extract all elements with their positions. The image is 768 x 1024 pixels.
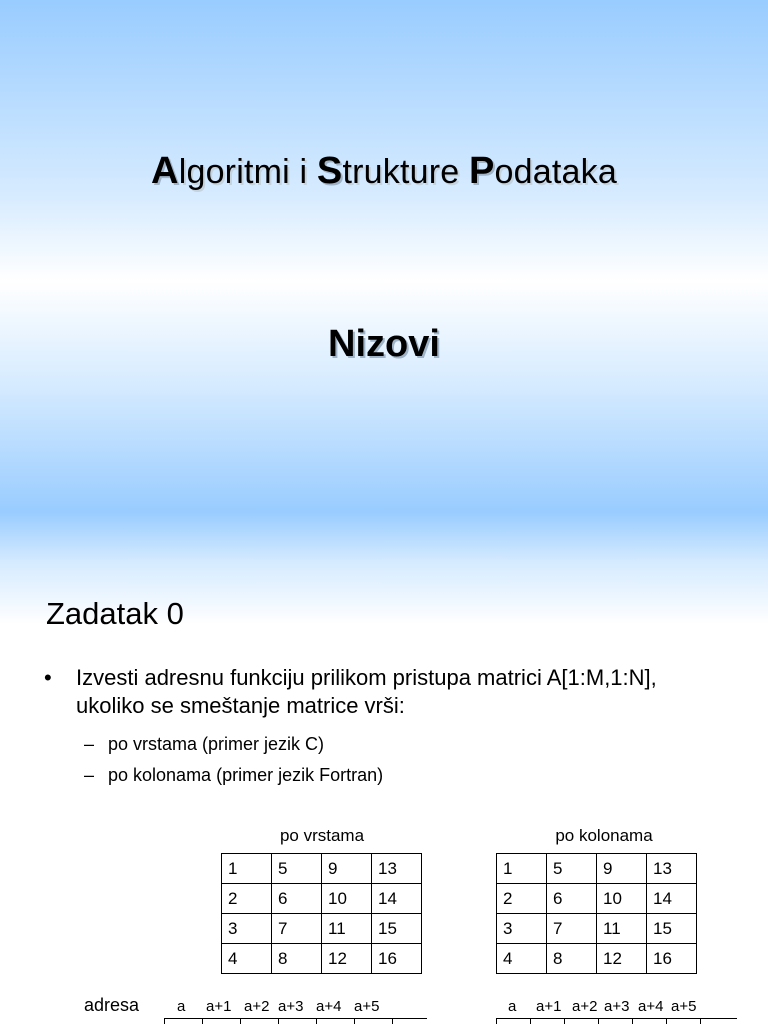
table-cell: 1: [497, 854, 547, 884]
address-strip-right: [496, 1018, 737, 1024]
sub-item-symbol: –: [84, 765, 95, 785]
table-cell: 5: [272, 854, 322, 884]
title-word-1: Algoritmi i: [151, 150, 317, 192]
table-cell: 12: [322, 944, 372, 974]
table-cell: 10: [597, 884, 647, 914]
table-row: [222, 944, 422, 974]
table-row: [497, 884, 697, 914]
address-cell-label: a+5: [354, 998, 380, 1015]
table-cell: 4: [222, 944, 272, 974]
table-cell: 9: [322, 854, 372, 884]
table-cell: 4: [497, 944, 547, 974]
address-cell-label: a+1: [536, 998, 562, 1015]
table-cell: 13: [372, 854, 422, 884]
table-cell: 11: [322, 914, 372, 944]
table-cell: 8: [272, 944, 322, 974]
sub-item-text: po vrstama (primer jezik C): [108, 734, 325, 754]
address-cell-label: a+3: [604, 998, 630, 1015]
matrix-table-rows: [221, 853, 422, 974]
table-cell: 11: [597, 914, 647, 944]
table-row: [497, 854, 697, 884]
address-cell-label: a+3: [278, 998, 304, 1015]
address-cell-label: a+4: [316, 998, 342, 1015]
table-cell: 12: [597, 944, 647, 974]
address-cell-label: a: [508, 998, 517, 1015]
bullet-symbol: •: [44, 665, 52, 690]
table-cell: 16: [647, 944, 697, 974]
table-cell: 13: [647, 854, 697, 884]
address-strip-left: [164, 1018, 427, 1024]
address-cell-label: a+2: [572, 998, 598, 1015]
table-cell: 14: [372, 884, 422, 914]
table-row: [497, 914, 697, 944]
table-cell: 2: [497, 884, 547, 914]
content-slide-title: Zadatak 0: [46, 596, 184, 631]
slide-title: [0, 150, 768, 193]
title-word-2: Strukture: [316, 150, 469, 192]
table-cell: 15: [372, 914, 422, 944]
title-word-3: Podataka: [468, 150, 617, 192]
table-cell: 7: [547, 914, 597, 944]
table-cell: 16: [372, 944, 422, 974]
table-cell: 14: [647, 884, 697, 914]
table-cell: 9: [597, 854, 647, 884]
table-cell: 2: [222, 884, 272, 914]
table-cell: 6: [272, 884, 322, 914]
slide-subtitle: Nizovi: [328, 323, 440, 365]
table-cell: 7: [272, 914, 322, 944]
matrix-table-columns: [496, 853, 697, 974]
table-cell: 15: [647, 914, 697, 944]
table-caption-columns: po kolonama: [555, 826, 653, 845]
address-cell-label: a+1: [206, 998, 232, 1015]
table-caption-rows: po vrstama: [279, 826, 365, 845]
address-label: adresa: [84, 995, 140, 1015]
address-cell-label: a: [177, 998, 186, 1015]
table-cell: 3: [497, 914, 547, 944]
table-cell: 10: [322, 884, 372, 914]
table-cell: 3: [222, 914, 272, 944]
table-cell: 6: [547, 884, 597, 914]
sub-item-symbol: –: [84, 734, 95, 754]
table-cell: 8: [547, 944, 597, 974]
address-cell-label: a+5: [671, 998, 697, 1015]
address-cell-label: a+4: [638, 998, 664, 1015]
table-row: [222, 854, 422, 884]
sub-item-text: po kolonama (primer jezik Fortran): [108, 765, 384, 785]
table-row: [222, 914, 422, 944]
address-cell-label: a+2: [244, 998, 270, 1015]
table-row: [497, 944, 697, 974]
table-row: [222, 884, 422, 914]
table-cell: 5: [547, 854, 597, 884]
bullet-text: Izvesti adresnu funkciju prilikom pristupa matrici A[1:M,1:N], ukoliko se smeštanje matrice vrši:: [76, 665, 657, 718]
table-cell: 1: [222, 854, 272, 884]
content-slide: [0, 512, 768, 1024]
